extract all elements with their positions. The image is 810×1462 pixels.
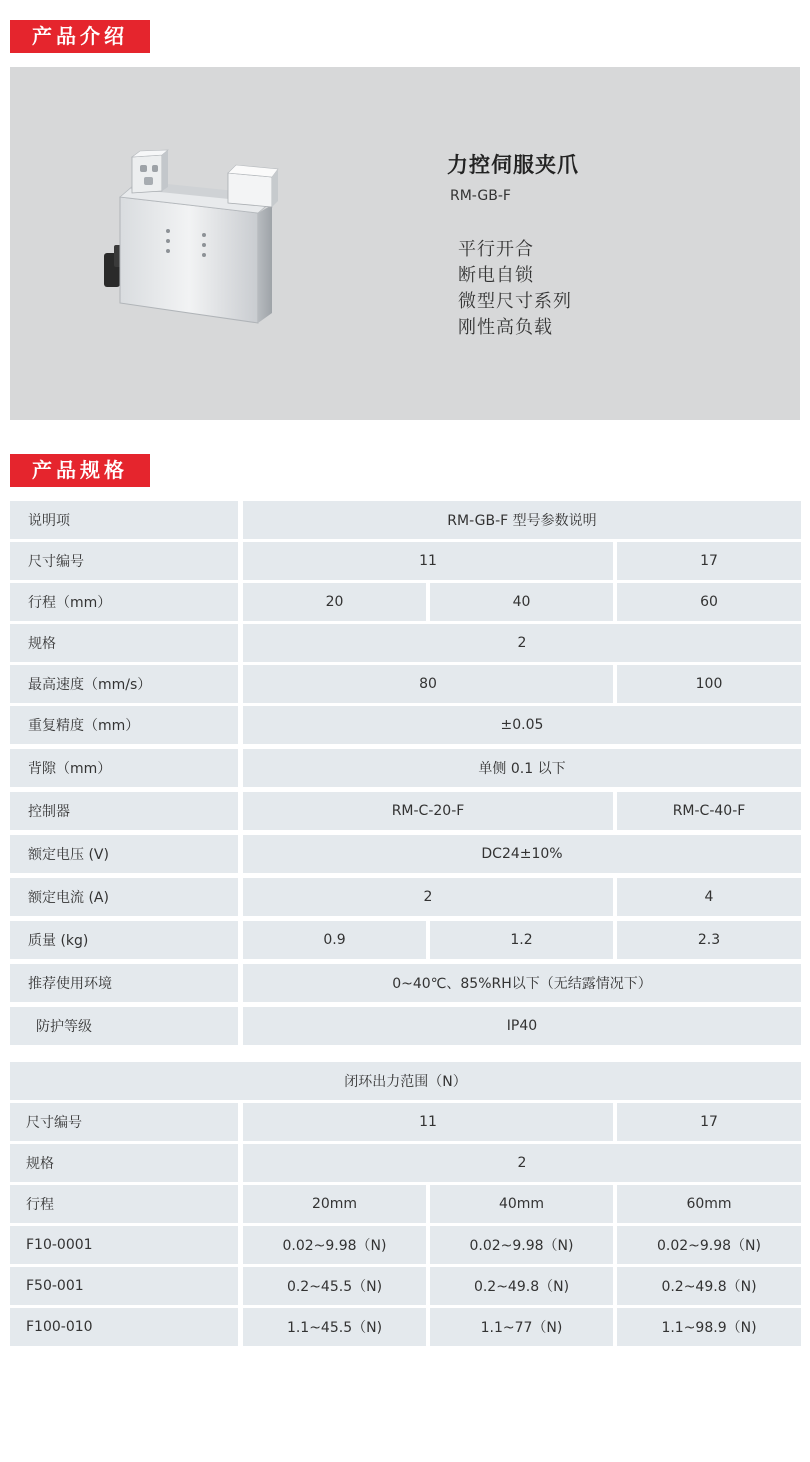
spec-value: 17 [617, 542, 801, 580]
spec-value: 2 [243, 878, 613, 916]
spec-label: 说明项 [10, 501, 238, 539]
force-value: 11 [243, 1103, 613, 1141]
spec-value: RM-C-20-F [243, 792, 613, 830]
spec-label: 最高速度（mm/s） [10, 665, 238, 703]
force-value: 0.2~49.8（N) [430, 1267, 613, 1305]
product-hero [10, 67, 800, 420]
spec-value: 单侧 0.1 以下 [243, 749, 801, 787]
feature-item: 刚性高负载 [458, 317, 553, 338]
feature-item: 微型尺寸系列 [458, 291, 572, 312]
force-label: 尺寸编号 [10, 1103, 238, 1141]
spec-label: 质量 (kg) [10, 921, 238, 959]
spec-label: 额定电压 (V) [10, 835, 238, 873]
spec-value: RM-C-40-F [617, 792, 801, 830]
spec-value: 0.9 [243, 921, 426, 959]
section-title-specs: 产品规格 [10, 454, 150, 487]
spec-value: 100 [617, 665, 801, 703]
spec-label: 控制器 [10, 792, 238, 830]
feature-item: 平行开合 [458, 239, 534, 260]
spec-label: 额定电流 (A) [10, 878, 238, 916]
spec-label: 背隙（mm） [10, 749, 238, 787]
spec-value: 20 [243, 583, 426, 621]
spec-value: 80 [243, 665, 613, 703]
spec-label: 行程（mm） [10, 583, 238, 621]
force-label: F100-010 [10, 1308, 238, 1346]
spec-label: 重复精度（mm） [10, 706, 238, 744]
spec-value: 1.2 [430, 921, 613, 959]
feature-item: 断电自锁 [458, 265, 534, 286]
force-table-title: 闭环出力范围（N） [10, 1062, 801, 1100]
product-model: RM-GB-F [450, 188, 511, 204]
spec-value: DC24±10% [243, 835, 801, 873]
spec-label: 防护等级 [10, 1007, 238, 1045]
force-label: 规格 [10, 1144, 238, 1182]
spec-value: 2.3 [617, 921, 801, 959]
spec-label: 尺寸编号 [10, 542, 238, 580]
force-value: 60mm [617, 1185, 801, 1223]
product-name: 力控伺服夹爪 [447, 153, 579, 177]
force-value: 2 [243, 1144, 801, 1182]
force-value: 1.1~45.5（N) [243, 1308, 426, 1346]
force-value: 17 [617, 1103, 801, 1141]
force-label: F10-0001 [10, 1226, 238, 1264]
spec-value: 4 [617, 878, 801, 916]
spec-value: RM-GB-F 型号参数说明 [243, 501, 801, 539]
force-value: 0.02~9.98（N) [617, 1226, 801, 1264]
spec-value: ±0.05 [243, 706, 801, 744]
spec-value: 60 [617, 583, 801, 621]
force-value: 40mm [430, 1185, 613, 1223]
force-value: 1.1~98.9（N) [617, 1308, 801, 1346]
spec-value: 0~40℃、85%RH以下（无结露情况下） [243, 964, 801, 1002]
force-value: 20mm [243, 1185, 426, 1223]
force-value: 0.02~9.98（N) [430, 1226, 613, 1264]
gripper-product-image [100, 145, 290, 345]
spec-label: 规格 [10, 624, 238, 662]
force-label: 行程 [10, 1185, 238, 1223]
spec-value: 11 [243, 542, 613, 580]
force-value: 0.02~9.98（N) [243, 1226, 426, 1264]
section-title-intro: 产品介绍 [10, 20, 150, 53]
spec-value: IP40 [243, 1007, 801, 1045]
force-label: F50-001 [10, 1267, 238, 1305]
feature-list [458, 237, 572, 341]
spec-value: 40 [430, 583, 613, 621]
force-value: 0.2~45.5（N) [243, 1267, 426, 1305]
spec-value: 2 [243, 624, 801, 662]
force-value: 1.1~77（N) [430, 1308, 613, 1346]
spec-label: 推荐使用环境 [10, 964, 238, 1002]
force-value: 0.2~49.8（N) [617, 1267, 801, 1305]
